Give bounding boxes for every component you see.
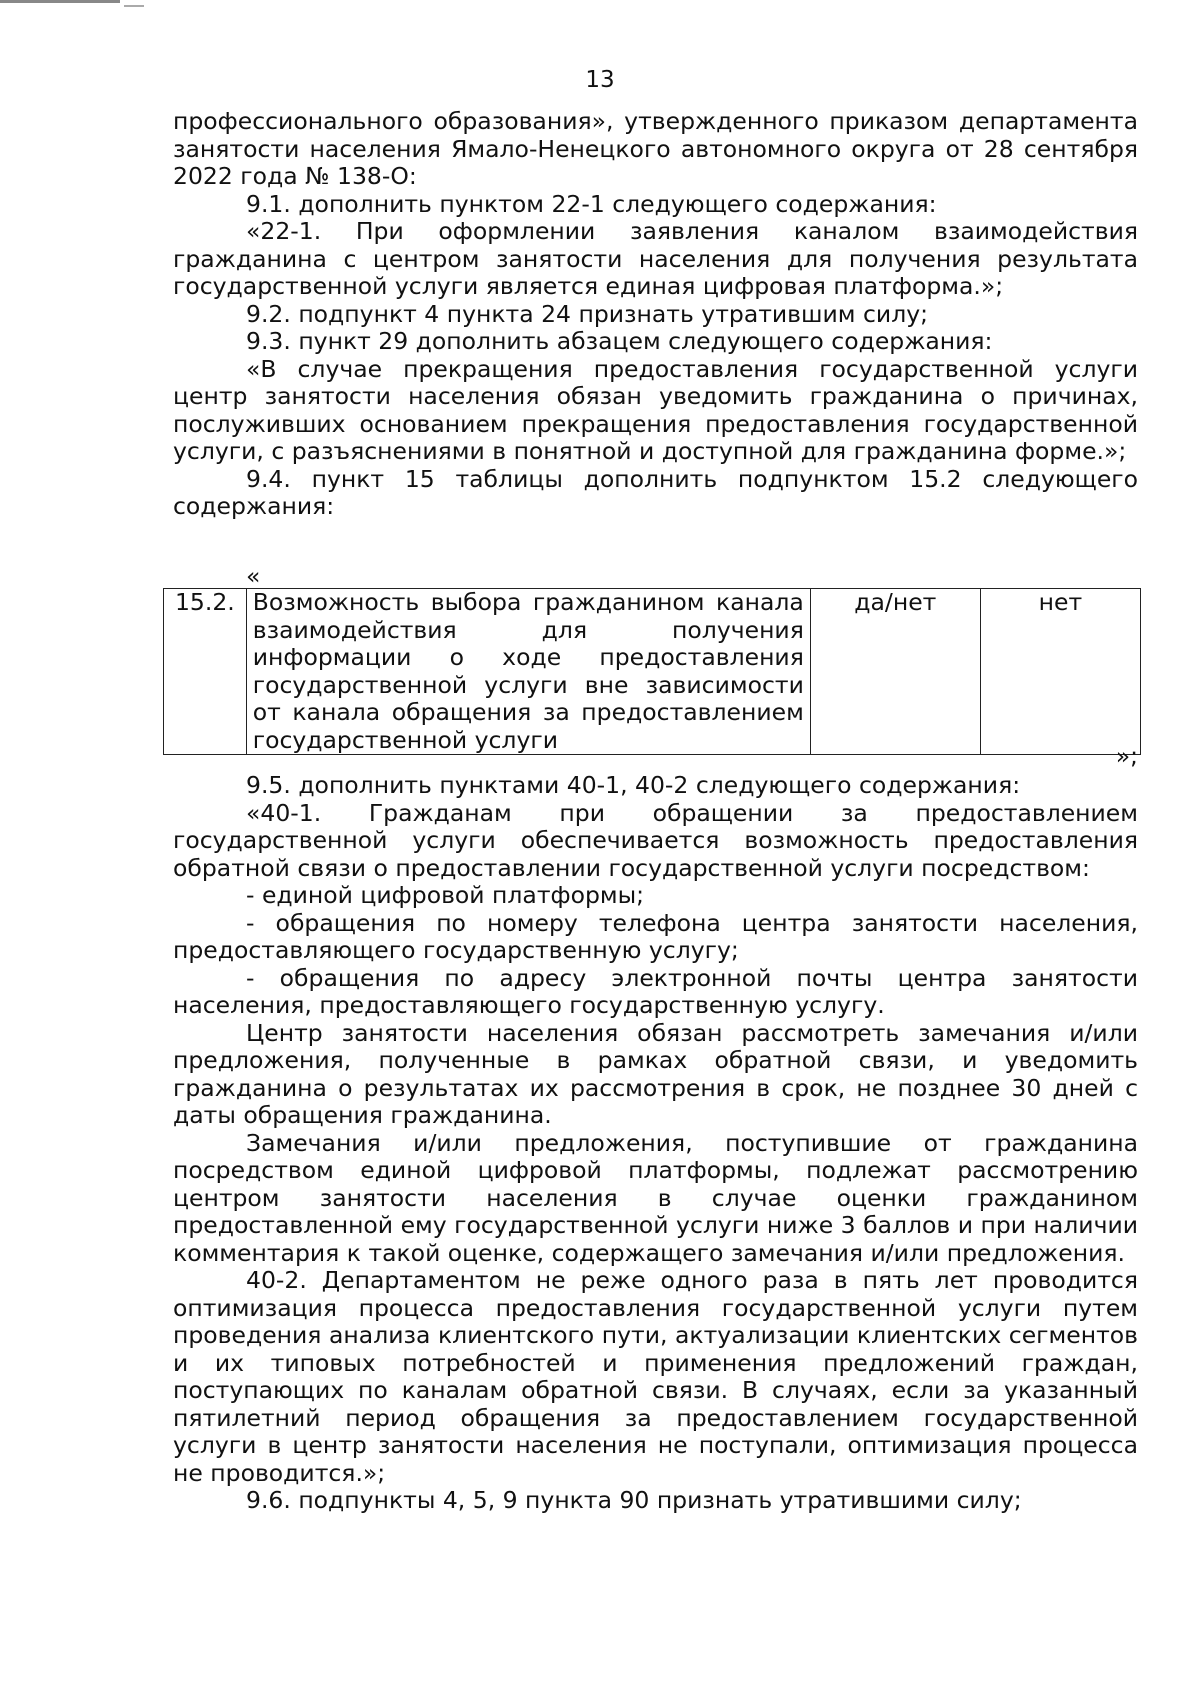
row-description: Возможность выбора гражданином канала взаимодействия для получения информации о ходе предоставления государственной услуги вне зависимости от канала обращения за предоставлением государственной услуги	[246, 589, 810, 755]
list-item: - единой цифровой платформы;	[246, 881, 645, 909]
paragraph-29-addition: «В случае прекращения предоставления государственной услуги центр занятости населения обязан уведомить гражданина о причинах, послуживших основанием прекращения предоставления государственной услуги, с разъяснениями в понятной и доступной для гражданина форме.»;	[173, 354, 1138, 465]
page-number: 13	[585, 67, 615, 93]
scan-edge-mark-2	[124, 0, 144, 7]
row-value-options: да/нет	[810, 589, 980, 755]
table-close-quote: »;	[1115, 742, 1138, 770]
scan-edge-mark	[0, 0, 120, 3]
paragraph-9-1: 9.1. дополнить пунктом 22-1 следующего содержания:	[246, 189, 937, 218]
paragraph-22-1: «22-1. При оформлении заявления каналом взаимодействия гражданина с центром занятости населения для получения результата государственной услуги является единая цифровая платформа.»;	[173, 217, 1138, 300]
paragraph-remarks: Замечания и/или предложения, поступившие от гражданина посредством единой цифровой платформы, подлежат рассмотрению центром занятости населения в случае оценки гражданином предоставленной ему государственной услуги ниже 3 баллов и при наличии комментария к такой оценке, содержащего замечания и/или предложения.	[173, 1128, 1138, 1267]
paragraph-review-obligation: Центр занятости населения обязан рассмотреть замечания и/или предложения, полученные в рамках обратной связи, и уведомить гражданина о результатах их рассмотрения в срок, не позднее 30 дней с даты обращения гражданина.	[173, 1018, 1138, 1129]
row-value-target: нет	[980, 589, 1140, 755]
paragraph-9-5: 9.5. дополнить пунктами 40-1, 40-2 следующего содержания:	[246, 771, 1021, 799]
paragraph-9-4: 9.4. пункт 15 таблицы дополнить подпунктом 15.2 следующего содержания:	[173, 464, 1138, 520]
paragraph-9-6: 9.6. подпункты 4, 5, 9 пункта 90 признать утратившими силу;	[246, 1486, 1022, 1514]
text-block-2	[173, 772, 1138, 1515]
paragraph-40-2: 40-2. Департаментом не реже одного раза в пять лет проводится оптимизация процесса предоставления государственной услуги путем проведения анализа клиентского пути, актуализации клиентских сегментов и их типовых потребностей и применения предложений граждан, поступающих по каналам обратной связи. В случаях, если за указанный пятилетний период обращения за предоставлением государственной услуги в центр занятости населения не поступали, оптимизация процесса не проводится.»;	[173, 1266, 1138, 1487]
amendment-table	[163, 588, 1141, 755]
row-number: 15.2.	[164, 589, 247, 755]
paragraph-9-2: 9.2. подпункт 4 пункта 24 признать утратившим силу;	[246, 299, 929, 328]
list-item: - обращения по номеру телефона центра занятости населения, предоставляющего государственную услугу;	[173, 908, 1138, 964]
text-block-1	[173, 108, 1138, 521]
table-row	[164, 589, 1141, 755]
paragraph-continuation: профессионального образования», утвержденного приказом департамента занятости населения Ямало-Ненецкого автономного округа от 28 сентября 2022 года № 138-О:	[173, 107, 1138, 190]
paragraph-40-1: «40-1. Гражданам при обращении за предоставлением государственной услуги обеспечивается возможность предоставления обратной связи о предоставлении государственной услуги посредством:	[173, 798, 1138, 882]
table-open-quote: «	[246, 562, 261, 590]
paragraph-9-3: 9.3. пункт 29 дополнить абзацем следующего содержания:	[246, 327, 993, 355]
list-item: - обращения по адресу электронной почты центра занятости населения, предоставляющего государственную услугу.	[173, 963, 1138, 1019]
